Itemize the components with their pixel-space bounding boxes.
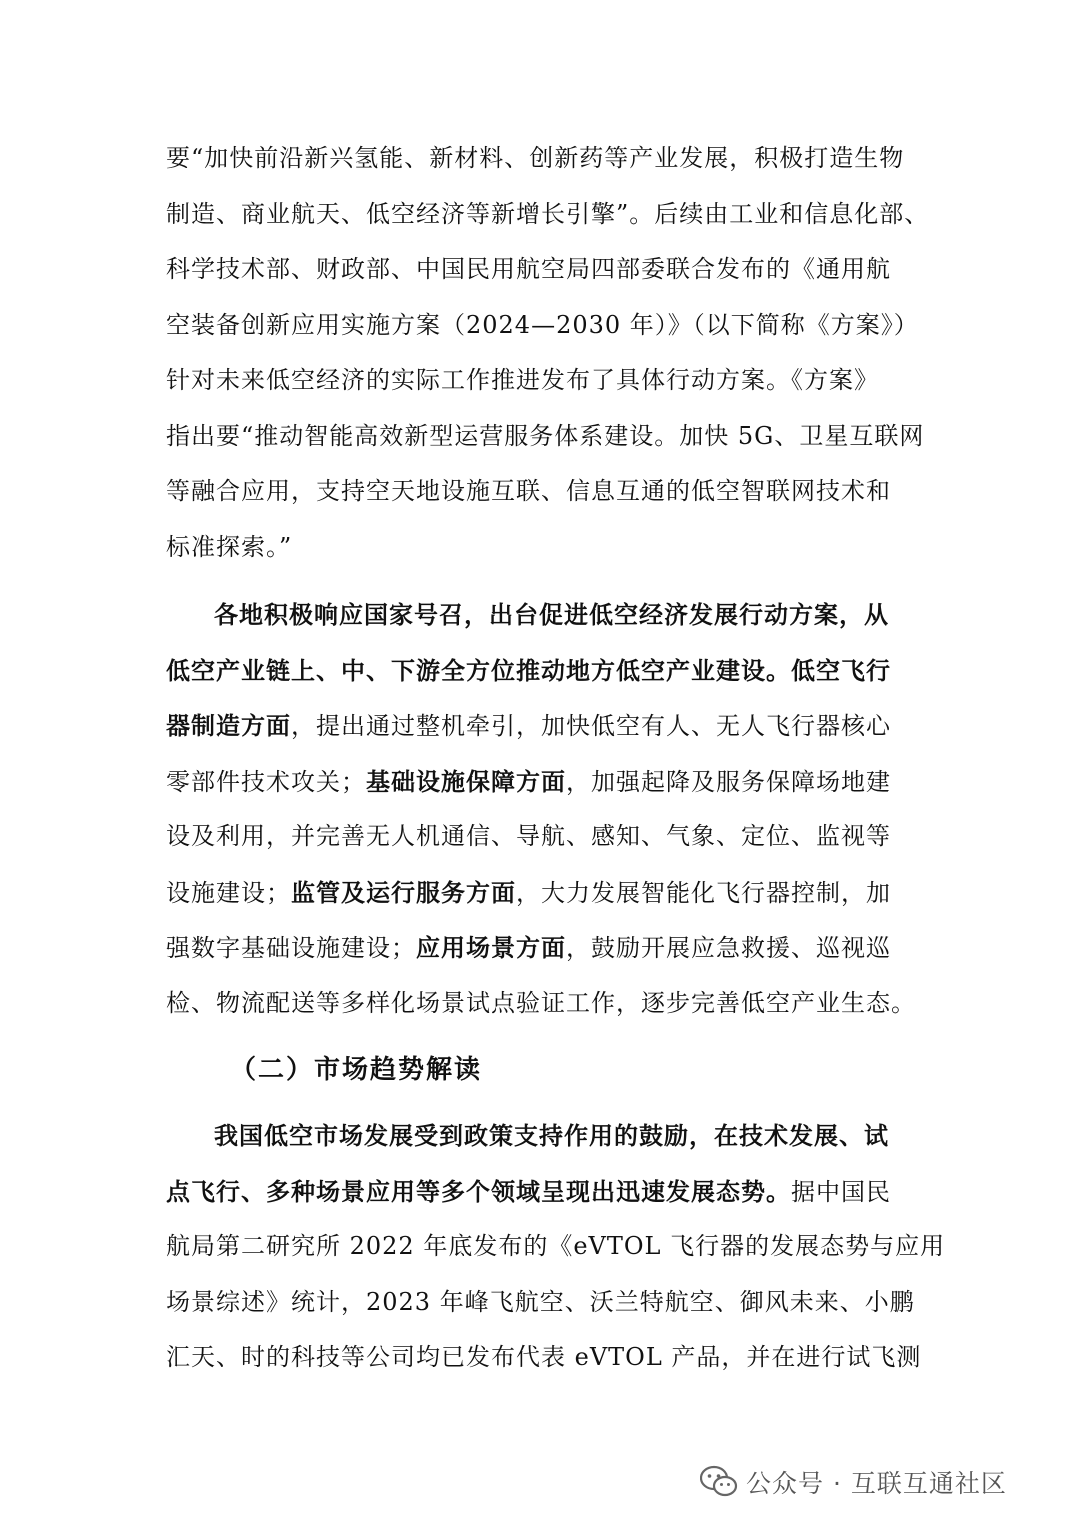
watermark-text: 公众号 · 互联互通社区 bbox=[746, 1469, 1007, 1498]
text-line: 指出要“推动智能高效新型运营服务体系建设。加快 5G、卫星互联网 bbox=[166, 421, 925, 450]
wechat-watermark bbox=[700, 1460, 1007, 1504]
paragraph-body bbox=[166, 131, 930, 575]
keyword-supervision-operations: 监管及运行服务方面 bbox=[291, 877, 516, 907]
text-fragment-bold: 点飞行、多种场景应用等多个领域呈现出迅速发展态势。 bbox=[166, 1176, 791, 1206]
keyword-aircraft-manufacturing: 器制造方面 bbox=[166, 711, 291, 740]
text-line bbox=[166, 754, 906, 810]
wechat-icon bbox=[700, 1465, 738, 1499]
paragraph-local-action-plans bbox=[166, 587, 916, 1031]
text-line: 空装备创新应用实施方案（2024—2030 年）》（以下简称《方案》） bbox=[166, 310, 919, 339]
text-line: 我国低空市场发展受到政策支持作用的鼓励，在技术发展、试 bbox=[214, 1121, 889, 1150]
text-line bbox=[166, 698, 906, 754]
text-line bbox=[166, 1164, 906, 1220]
text-line: 针对未来低空经济的实际工作推进发布了具体行动方案。《方案》 bbox=[166, 366, 879, 394]
text-line bbox=[166, 865, 906, 921]
text-line: 标准探索。” bbox=[166, 532, 293, 561]
text-line: 航局第二研究所 2022 年底发布的《eVTOL 飞行器的发展态势与应用 bbox=[166, 1232, 946, 1260]
text-line: 检、物流配送等多样化场景试点验证工作，逐步完善低空产业生态。 bbox=[166, 988, 916, 1017]
text-fragment: ，加强起降及服务保障场地建 bbox=[566, 767, 891, 796]
text-line bbox=[166, 920, 906, 976]
text-line: 要“加快前沿新兴氢能、新材料、创新药等产业发展，积极打造生物 bbox=[166, 144, 905, 172]
text-line: 设及利用，并完善无人机通信、导航、感知、气象、定位、监视等 bbox=[166, 822, 891, 850]
keyword-application-scenarios: 应用场景方面 bbox=[416, 933, 566, 962]
text-fragment: ，鼓励开展应急救援、巡视巡 bbox=[566, 934, 891, 962]
text-fragment: 据中国民 bbox=[791, 1177, 891, 1206]
text-fragment: 设施建设； bbox=[166, 878, 291, 907]
paragraph-market-trends bbox=[166, 1108, 946, 1386]
paragraph-body bbox=[166, 1108, 946, 1386]
text-fragment: 强数字基础设施建设； bbox=[166, 934, 416, 962]
text-line: 各地积极响应国家号召，出台促进低空经济发展行动方案，从 bbox=[214, 600, 889, 629]
text-line: 制造、商业航天、低空经济等新增长引擎”。后续由工业和信息化部、 bbox=[166, 199, 930, 228]
text-line: 低空产业链上、中、下游全方位推动地方低空产业建设。低空飞行 bbox=[166, 655, 891, 685]
text-line: 场景综述》统计，2023 年峰飞航空、沃兰特航空、御风未来、小鹏 bbox=[166, 1287, 915, 1316]
section-heading: （二）市场趋势解读 bbox=[230, 1055, 483, 1085]
text-line: 科学技术部、财政部、中国民用航空局四部委联合发布的《通用航 bbox=[166, 255, 891, 283]
text-fragment: 零部件技术攻关； bbox=[166, 767, 366, 796]
paragraph-body bbox=[166, 587, 916, 1031]
text-line: 等融合应用，支持空天地设施互联、信息互通的低空智联网技术和 bbox=[166, 477, 891, 505]
paragraph-policy-quote bbox=[166, 131, 930, 575]
text-line: 汇天、时的科技等公司均已发布代表 eVTOL 产品，并在进行试飞测 bbox=[166, 1343, 922, 1371]
text-fragment: ，提出通过整机牵引，加快低空有人、无人飞行器核心 bbox=[291, 712, 891, 740]
keyword-infrastructure: 基础设施保障方面 bbox=[366, 766, 566, 796]
text-fragment: ，大力发展智能化飞行器控制，加 bbox=[516, 878, 891, 907]
